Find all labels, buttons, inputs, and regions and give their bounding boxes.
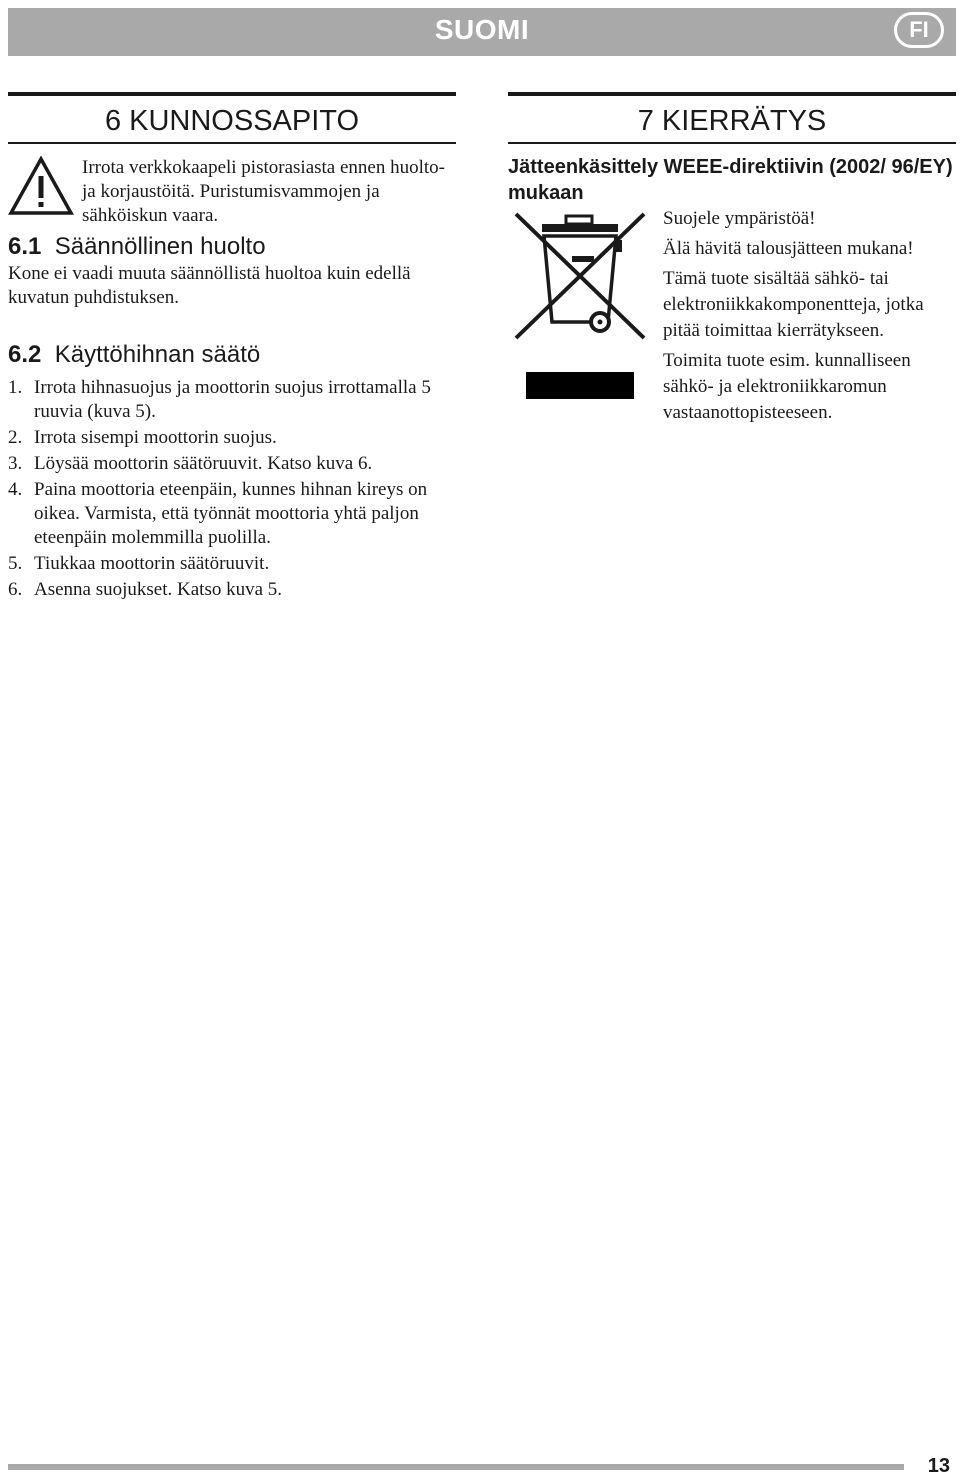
warning-triangle-icon (8, 156, 74, 216)
weee-block (508, 206, 956, 446)
subsection-title: Käyttöhihnan säätö (54, 341, 261, 368)
list-item: 6. Asenna suojukset. Katso kuva 5. (8, 579, 283, 600)
subsection-title: Säännöllinen huolto (54, 233, 266, 260)
language-badge: FI (894, 12, 944, 48)
weee-paragraph: Tämä tuote sisältää sähkö- tai elektroniikkakomponentteja, jotka pitää toimittaa kierrätykseen. (663, 268, 924, 341)
subsection-heading-belt-adjustment (8, 340, 456, 370)
recycling-column (508, 92, 956, 446)
list-item: 2. Irrota sisempi moottorin suojus. (8, 427, 277, 448)
section-title-recycling: 7 KIERRÄTYS (508, 92, 956, 144)
list-item: 4. Paina moottoria eteenpäin, kunnes hihnan kireys on oikea. Varmista, että työnnät moottoria yhtä paljon eteenpäin molemmilla puolilla. (8, 479, 428, 548)
page-number: 13 (927, 1455, 950, 1477)
list-item: 3. Löysää moottorin säätöruuvit. Katso kuva 6. (8, 453, 373, 474)
subsection-number: 6.1 (8, 233, 42, 260)
weee-paragraph: Suojele ympäristöä! (663, 208, 816, 229)
warning-block (8, 156, 456, 232)
subsection-heading-regular-maintenance (8, 232, 456, 262)
weee-paragraph: Älä hävitä talousjätteen mukana! (663, 238, 914, 259)
warning-text: Irrota verkkokaapeli pistorasiasta ennen huolto- ja korjaustöitä. Puristumisvammojen ja sähköiskun vaara. (82, 157, 445, 226)
weee-heading: Jätteenkäsittely WEEE-direktiivin (2002/ 96/EY) mukaan (508, 156, 953, 204)
subsection-number: 6.2 (8, 341, 42, 368)
header-bar (8, 8, 956, 56)
regular-maintenance-text: Kone ei vaadi muuta säännöllistä huoltoa kuin edellä kuvatun puhdistuksen. (8, 263, 411, 308)
list-item: 5. Tiukkaa moottorin säätöruuvit. (8, 553, 270, 574)
maintenance-column (8, 92, 456, 604)
weee-text (663, 206, 960, 430)
header-title: SUOMI (434, 14, 530, 45)
section-title-maintenance: 6 KUNNOSSAPITO (8, 92, 456, 144)
footer-rule (8, 1464, 904, 1470)
crossed-out-wheelie-bin-icon (512, 210, 648, 342)
weee-black-bar (526, 372, 634, 399)
belt-adjustment-steps (8, 376, 456, 602)
weee-paragraph: Toimita tuote esim. kunnalliseen sähkö- ja elektroniikkaromun vastaanottopisteeseen. (663, 350, 911, 423)
list-item: 1. Irrota hihnasuojus ja moottorin suojus irrottamalla 5 ruuvia (kuva 5). (8, 377, 431, 422)
